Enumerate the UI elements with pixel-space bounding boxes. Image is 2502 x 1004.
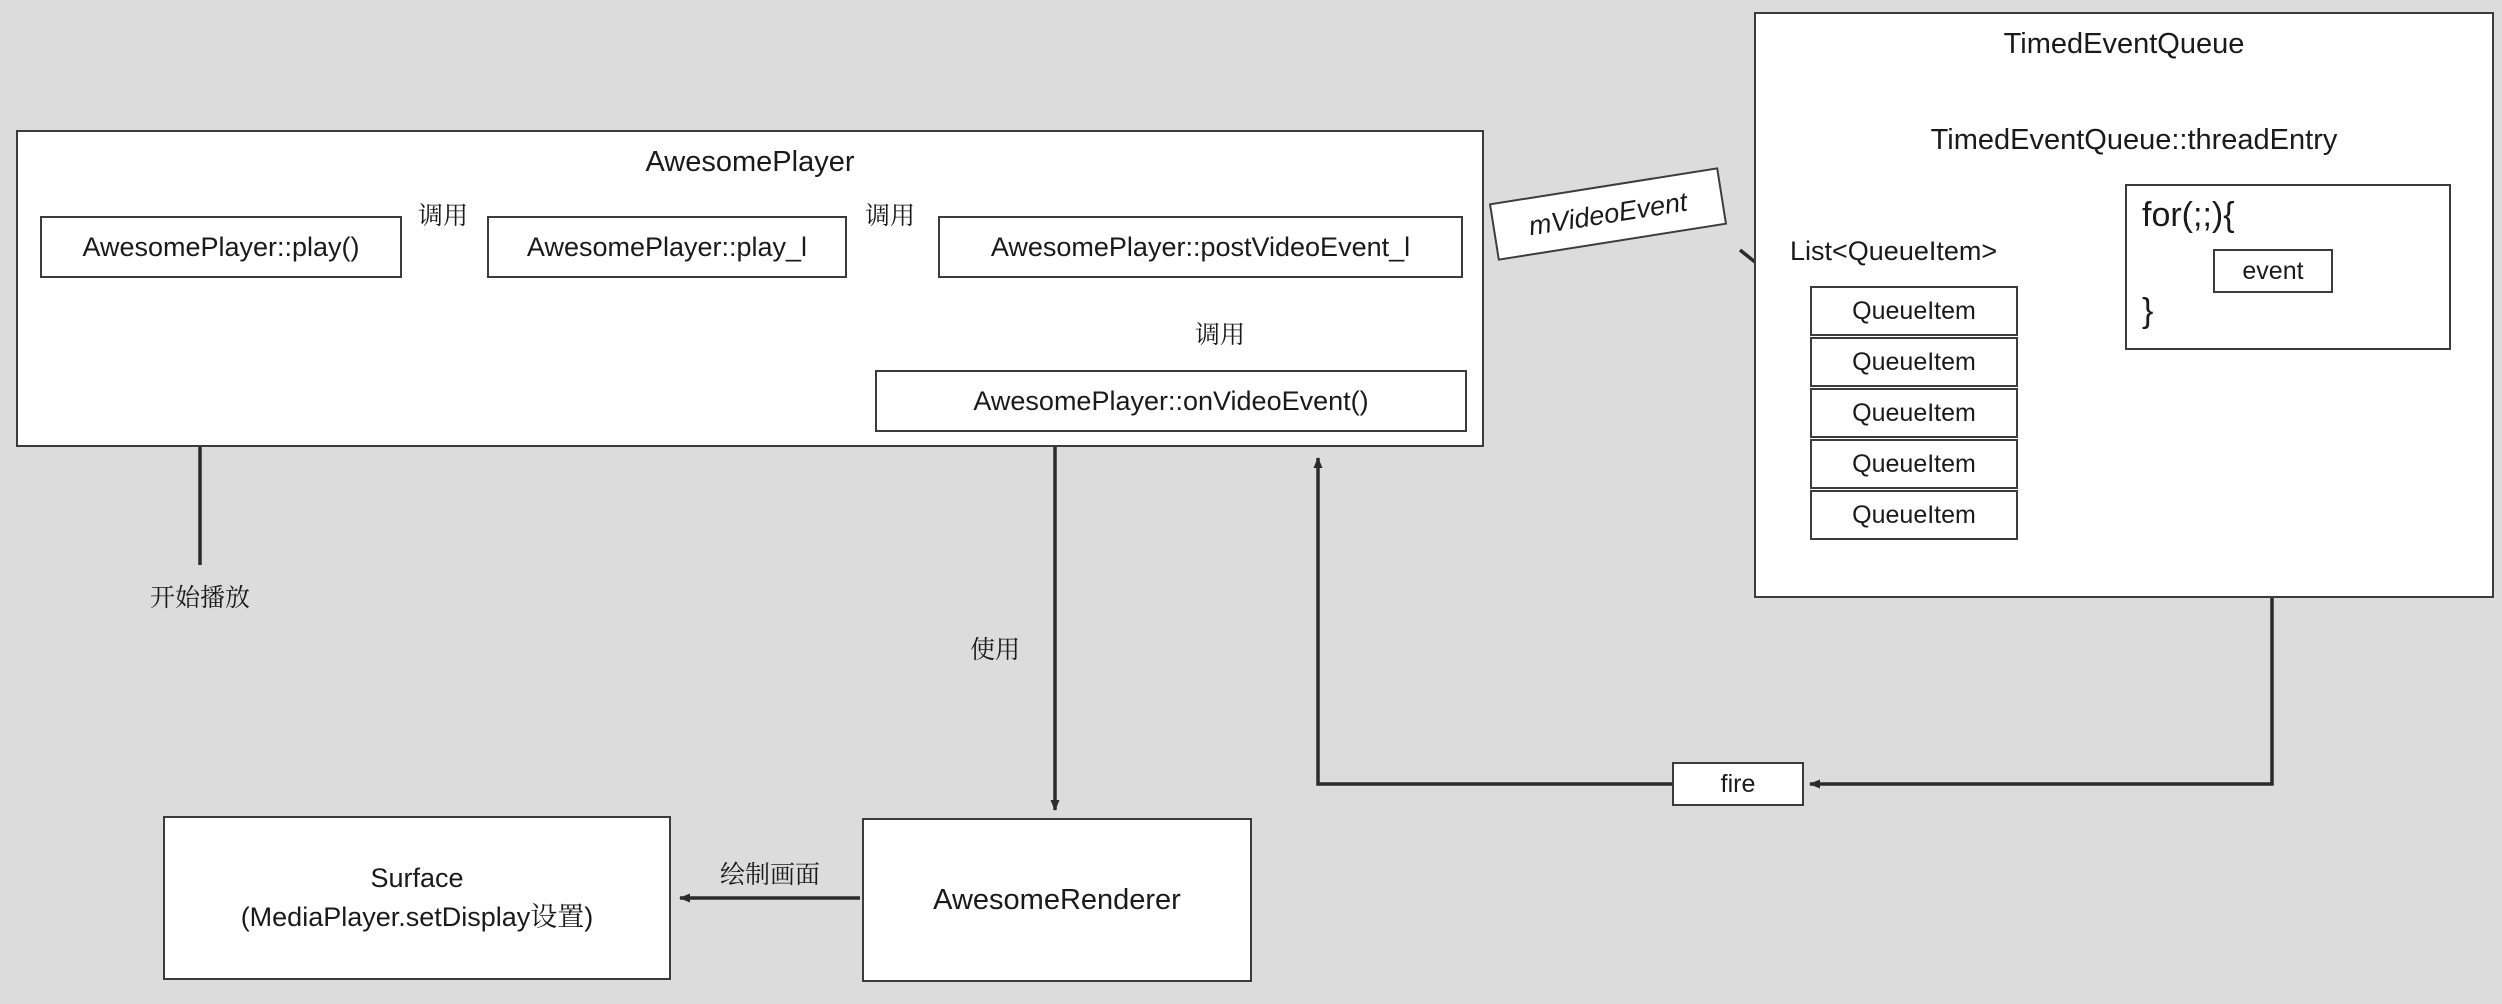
- node-awesome-renderer[interactable]: AwesomeRenderer: [862, 818, 1252, 982]
- edge-label-call-3: 调用: [1194, 321, 1245, 349]
- list-item[interactable]: QueueItem: [1810, 337, 2018, 387]
- node-m-video-event[interactable]: mVideoEvent: [1489, 167, 1727, 261]
- for-loop-line-2: }: [2142, 292, 2154, 330]
- edge-label-call-2: 调用: [864, 202, 915, 230]
- node-event[interactable]: event: [2213, 249, 2333, 293]
- group-awesome-player-title: AwesomePlayer: [645, 146, 855, 178]
- edge-label-draw: 绘制画面: [719, 861, 820, 889]
- group-timed-event-queue-title: TimedEventQueue: [2003, 28, 2245, 60]
- node-awesome-player-on-video-event[interactable]: AwesomePlayer::onVideoEvent(): [875, 370, 1467, 432]
- node-surface[interactable]: [163, 816, 671, 980]
- node-awesome-player-post-video-event-l[interactable]: AwesomePlayer::postVideoEvent_l: [938, 216, 1463, 278]
- list-item[interactable]: QueueItem: [1810, 490, 2018, 540]
- list-item[interactable]: QueueItem: [1810, 439, 2018, 489]
- node-awesome-player-play-l[interactable]: AwesomePlayer::play_l: [487, 216, 847, 278]
- edge-label-use: 使用: [969, 636, 1020, 664]
- edge-label-call-1: 调用: [417, 202, 468, 230]
- edge-label-start-play: 开始播放: [149, 584, 250, 612]
- list-item[interactable]: QueueItem: [1810, 286, 2018, 336]
- queue-list-label: List<QueueItem>: [1790, 236, 1998, 266]
- node-surface-line-2: (MediaPlayer.setDisplay设置): [240, 902, 594, 932]
- timed-event-queue-thread-entry: TimedEventQueue::threadEntry: [1930, 124, 2338, 156]
- node-surface-line-1: Surface: [370, 862, 464, 893]
- node-fire[interactable]: fire: [1672, 762, 1804, 806]
- for-loop-line-1: for(;;){: [2142, 196, 2235, 234]
- node-awesome-player-play[interactable]: AwesomePlayer::play(): [40, 216, 402, 278]
- list-item[interactable]: QueueItem: [1810, 388, 2018, 438]
